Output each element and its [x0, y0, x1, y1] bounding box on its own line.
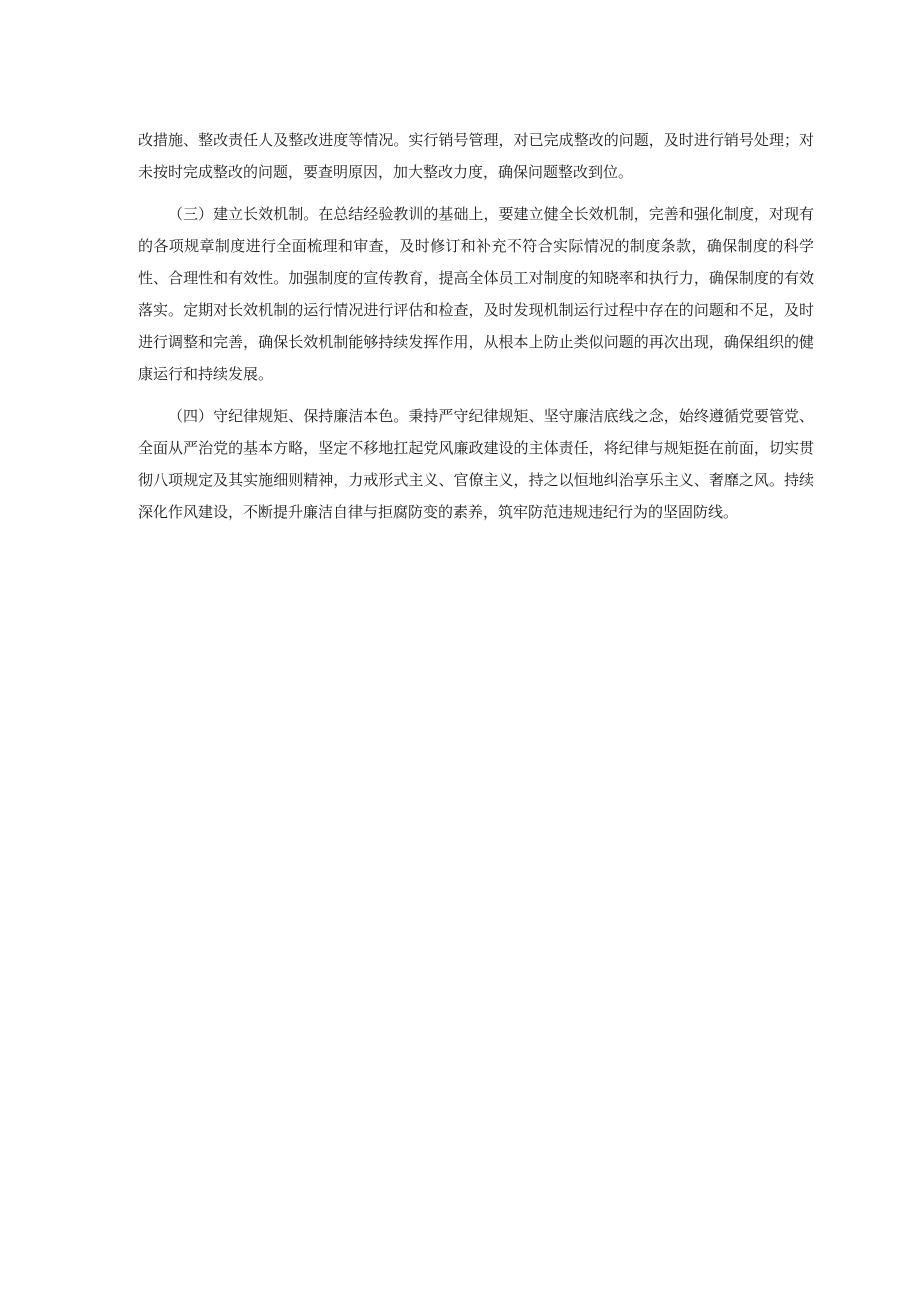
- paragraph-continuation: 改措施、整改责任人及整改进度等情况。实行销号管理，对已完成整改的问题，及时进行销号处理；对未按时完成整改的问题，要查明原因，加大整改力度，确保问题整改到位。: [138, 131, 814, 181]
- paragraph-section-four: （四）守纪律规矩、保持廉洁本色。秉持严守纪律规矩、坚守廉洁底线之念，始终遵循党要管党、全面从严治党的基本方略，坚定不移地扛起党风廉政建设的主体责任，将纪律与规矩挺在前面，切实贯彻八项规定及其实施细则精神，力戒形式主义、官僚主义，持之以恒地纠治享乐主义、奢靡之风。持续深化作风建设，不断提升廉洁自律与拒腐防变的素养，筑牢防范违规违纪行为的坚固防线。: [138, 407, 814, 521]
- document-body: [138, 124, 814, 538]
- paragraph-section-three: （三）建立长效机制。在总结经验教训的基础上，要建立健全长效机制，完善和强化制度，对现有的各项规章制度进行全面梳理和审查，及时修订和补充不符合实际情况的制度条款，确保制度的科学性、合理性和有效性。加强制度的宣传教育，提高全体员工对制度的知晓率和执行力，确保制度的有效落实。定期对长效机制的运行情况进行评估和检查，及时发现机制运行过程中存在的问题和不足，及时进行调整和完善，确保长效机制能够持续发挥作用，从根本上防止类似问题的再次出现，确保组织的健康运行和持续发展。: [138, 205, 814, 383]
